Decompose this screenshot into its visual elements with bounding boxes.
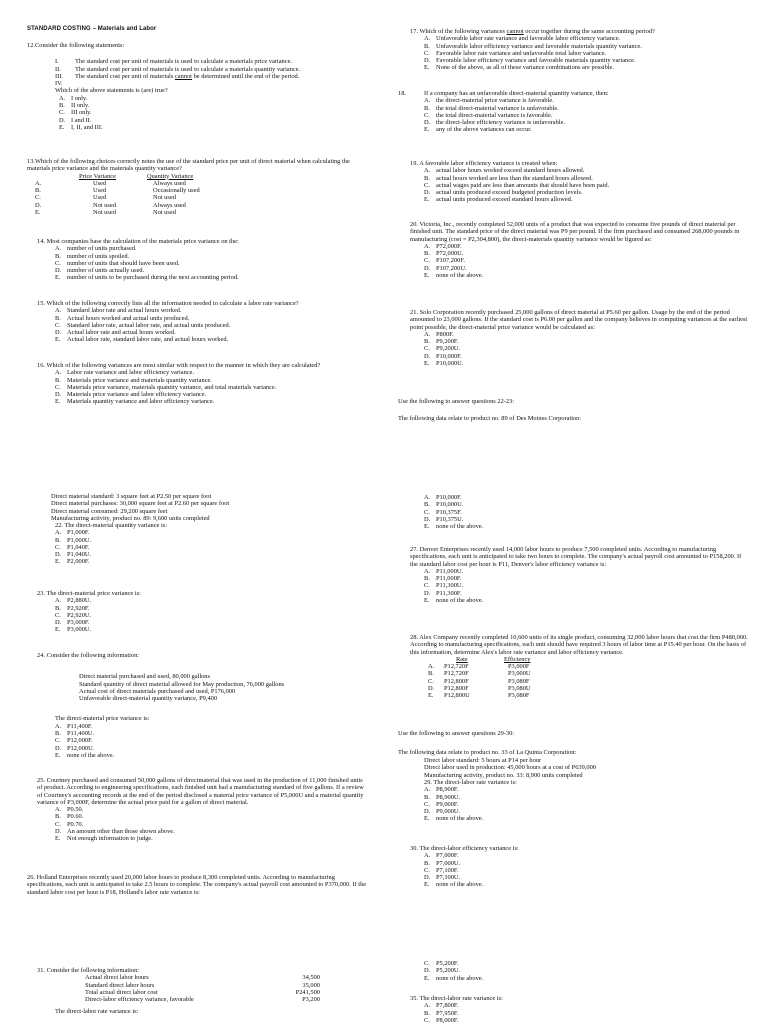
question-stem: 25. Courtney purchased and consumed 50,000 gallons of directmaterial that was used in the production of 11,000 finished units of product. According to engineering specifications, each finished unit had a manufacturing standard of five gallons. If a review of Courtney's accounting records at the end of the period disclosed a material price variance of P5,000U and a material quantity variance of P3,000F, determine the actual price paid for a gallon of direct material. — [37, 777, 364, 806]
option[interactable]: E. Materials quantity variance and labor efficiency variance. — [55, 398, 215, 406]
question-21 — [398, 309, 748, 367]
info-row: Actual direct labor hours 34,500 — [85, 974, 320, 982]
option[interactable]: A. P2,880U. — [55, 597, 92, 605]
option[interactable]: B. P7,000U. — [424, 859, 461, 867]
option[interactable]: D. the direct-labor efficiency variance is unfavorable. — [424, 119, 566, 127]
question-stem: 21. Solo Corporation recently purchased 25,000 gallons of direct material at P5.60 per gallon. Usage by the end of the period amounted to 23,000 gallons. If the standard cost is P6.00 per gallon and the company believes in computing variances at the earliest point possible, the direct-material price variance would be calculated as: — [410, 309, 748, 331]
option[interactable]: B. P0.60. — [55, 813, 84, 821]
statement-iv: IV. — [55, 80, 63, 88]
option[interactable]: E. number of units to be purchased during the next accounting period. — [55, 274, 239, 282]
option[interactable]: D. P1,040U. — [55, 551, 92, 559]
option-list — [37, 723, 372, 759]
data-line: Direct material standard: 3 square feet at P2.50 per square foot — [51, 493, 212, 500]
option[interactable]: B. Actual hours worked and actual units produced. — [55, 314, 190, 322]
question-17 — [398, 28, 748, 72]
option[interactable]: A. I only. — [59, 94, 88, 102]
question-stem: 18. If a company has an unfavorable direct-material quantity variance, then: — [398, 90, 609, 97]
option[interactable]: C. P11,300U. — [424, 582, 464, 590]
option-list — [424, 786, 748, 822]
question-22 — [27, 522, 372, 566]
info-block: Direct material purchased and used, 80,000 gallons Standard quantity of direct material allowed for May production, 76,000 gallons Actual cost of direct materials purchased and used, P176,000 Unfavorable direct-material quantity variance, P9,400 — [79, 673, 285, 703]
option[interactable]: C. III only. — [59, 109, 92, 117]
question-15 — [27, 300, 372, 344]
option-list — [410, 1002, 748, 1024]
question-stem: 27. Denver Enterprises recently used 14,000 labor hours to produce 7,500 completed units. According to manufacturing specifications, each unit is anticipated to take two hours to complete. The company's actual payroll cost amounted to P158,200. If the standard labor cost per hour is P11, Denver's labor efficiency variance is: — [410, 546, 742, 568]
info-row: Standard direct labor hours 35,000 — [85, 981, 320, 989]
question-ask: Which of the above statements is (are) true? — [55, 87, 168, 95]
right-column — [398, 0, 748, 1024]
data-intro-89: The following data relate to product no. 89 of Des Moines Corporation: — [398, 415, 582, 422]
option-list — [410, 568, 748, 604]
option-list — [410, 852, 748, 888]
option[interactable]: D. P11,300F. — [424, 589, 462, 597]
question-25 — [27, 777, 367, 843]
question-stem: 13.Which of the following choices correctly notes the use of the standard price per unit of direct material when calculating the materials price variance and the materials quantity variance? — [27, 158, 350, 173]
option[interactable]: E. none of the above. — [424, 272, 484, 280]
option[interactable]: D. P3,000F. — [55, 619, 90, 627]
option[interactable]: D. P12,000U. — [55, 744, 95, 752]
option[interactable]: B. number of units spoiled. — [55, 252, 130, 260]
option[interactable]: C. P12,000F. — [55, 737, 93, 745]
option[interactable]: C. P10,375F. — [424, 508, 462, 516]
question-stem: 31. Consider the following information: — [37, 967, 140, 974]
info-row: Total actual direct labor cost P241,500 — [85, 988, 320, 996]
option[interactable]: E. Not enough information to judge. — [55, 835, 153, 843]
option[interactable]: E. none of the above. — [424, 881, 484, 889]
option[interactable]: B. P8,900U. — [424, 793, 461, 801]
option[interactable]: A. P7,800F. — [424, 1002, 459, 1010]
info-block — [37, 974, 372, 1003]
option[interactable]: A. Labor rate variance and labor efficiency variance. — [55, 369, 195, 377]
option[interactable]: A. P7,000F. — [424, 852, 459, 860]
data-product-89 — [27, 493, 372, 522]
option[interactable]: C. P2,920U. — [55, 611, 92, 619]
option-list — [410, 167, 748, 203]
question-ask: The direct-material price variance is: — [55, 715, 150, 723]
option[interactable]: B. II only. — [59, 102, 90, 110]
data-intro-33: The following data relate to product no. 33 of La Quinta Corporation: — [398, 749, 577, 756]
option-list — [398, 97, 748, 133]
option[interactable]: E. I, II, and III. — [59, 123, 103, 131]
table-header: Price Variance Quantity Variance — [79, 172, 194, 180]
option-list — [410, 331, 748, 367]
question-16 — [27, 362, 357, 406]
option[interactable]: D. P10,375U. — [424, 515, 464, 523]
option[interactable]: C. P0.70. — [55, 820, 84, 828]
option[interactable]: C. P9,200U. — [424, 345, 461, 353]
option[interactable]: C. Standard labor rate, actual labor rate, and actual units produced. — [55, 321, 231, 329]
question-stem: 26. Holland Enterprises recently used 20,000 labor hours to produce 8,300 completed units. According to manufacturing specifications, each unit is anticipated to take 2.5 hours to complete. The company's actual payroll cost amounted to P370,000. If the standard labor cost per hour is P18, Holland's labor rate variance is: — [27, 874, 367, 896]
table-row[interactable]: B. P12,720F P3,000U — [428, 670, 531, 678]
option[interactable]: A. P11,000U. — [424, 567, 464, 575]
info-row: Direct-labor efficiency variance, favorable P3,200 — [85, 996, 320, 1004]
option[interactable]: A. P10,000F. — [424, 494, 462, 501]
option[interactable]: D. actual units produced exceed budgeted production levels. — [424, 189, 583, 197]
option-list — [37, 245, 372, 281]
option[interactable]: C. P8,000F. — [424, 1016, 459, 1024]
option[interactable]: D. Favorable labor efficiency variance and favorable materials quantity variance. — [424, 57, 636, 65]
option[interactable]: D. I and II. — [59, 116, 92, 124]
question-23 — [27, 590, 372, 634]
option-list — [410, 243, 748, 279]
option[interactable]: D. Materials price variance and labor efficiency variance. — [55, 391, 207, 399]
option[interactable]: B. actual hours worked are less than the standard hours allowed. — [424, 174, 593, 182]
option[interactable]: C. P7,100F. — [424, 866, 459, 874]
question-34-options — [398, 960, 748, 982]
table-row[interactable]: D. P12,800F P3,080U — [428, 685, 531, 693]
left-column — [27, 0, 372, 1024]
answer-table — [410, 663, 748, 699]
option[interactable]: D. An amount other than those shown above. — [55, 828, 175, 836]
question-31 — [27, 967, 372, 1016]
option[interactable]: A. the direct-material price variance is favorable. — [424, 97, 554, 105]
option[interactable]: D. P107,200U. — [424, 264, 467, 272]
option[interactable]: A. Standard labor rate and actual hours worked. — [55, 307, 182, 315]
table-row[interactable]: D. Not used Always used — [35, 201, 186, 209]
table-row[interactable]: E. P12,800U P3,080F — [428, 692, 530, 700]
option[interactable]: A. P11,400F. — [55, 722, 93, 730]
option[interactable]: B. Materials price variance and materials quantity variance. — [55, 376, 212, 384]
option-list — [424, 494, 748, 530]
table-row[interactable]: B. Used Occasionally used — [35, 187, 200, 195]
question-18 — [398, 90, 748, 134]
option[interactable]: E. none of the above. — [424, 815, 484, 823]
option[interactable]: C. actual wages paid are less than amounts that should have been paid. — [424, 181, 610, 189]
question-stem: 12.Consider the following statements: — [27, 42, 125, 49]
question-27 — [398, 546, 748, 604]
data-line: Direct labor used in production: 45,000 hours at a cost of P639,000 — [424, 764, 596, 772]
option-list — [410, 35, 748, 71]
option-list — [424, 960, 748, 982]
option[interactable]: E. P10,000U. — [424, 360, 464, 368]
option[interactable]: E. None of the above, as all of these variance combinations are possible. — [424, 64, 614, 72]
option[interactable]: D. P7,100U. — [424, 874, 461, 882]
option[interactable]: C. P107,200F. — [424, 257, 465, 265]
question-stem: 22. The direct-material quantity variance is: — [55, 522, 168, 529]
option[interactable]: B. P72,000U. — [424, 250, 464, 258]
question-26-options — [398, 494, 748, 530]
question-stem: 16. Which of the following variances are most similar with respect to the manner in which they are calculated? — [37, 362, 321, 369]
statement: II. The standard cost per unit of materials is used to calculate a materials quantity variance. — [55, 65, 301, 73]
question-stem: 29. The direct-labor rate variance is: — [424, 779, 517, 786]
table-row[interactable]: C. Used Not used — [35, 194, 176, 202]
option[interactable]: D. number of units actually used. — [55, 267, 145, 275]
option[interactable]: B. the total direct-material variance is unfavorable. — [424, 104, 559, 112]
option[interactable]: E. actual units produced exceed standard hours allowed. — [424, 196, 573, 204]
option[interactable]: B. P7,950F. — [424, 1009, 459, 1017]
option[interactable]: A. P800F. — [424, 330, 454, 338]
question-stem: 20. Victoria, Inc., recently completed 52,000 units of a product that was expected to consume five pounds of direct material per finished unit. The standard price of the direct material was P9 per pound. If the firm purchased and consumed 268,000 pounds in manufacturing (cost = P2,304,800), the direct-materials quantity variance would be figured as: — [410, 221, 740, 243]
option[interactable]: C. P5,200F. — [424, 960, 459, 967]
question-stem: 19. A favorable labor efficiency variance is created when: — [410, 160, 558, 167]
option[interactable]: A. number of units purchased. — [55, 245, 137, 253]
question-stem: 15. Which of the following correctly lists all the information needed to calculate a labor rate variance? — [37, 300, 299, 307]
page-title: STANDARD COSTING – Materials and Labor — [27, 26, 157, 32]
option[interactable]: B. P11,000F. — [424, 575, 462, 583]
answer-table — [27, 180, 372, 216]
question-stem: 14. Most companies base the calculation of the materials price variance on the: — [37, 238, 239, 245]
statement-list — [27, 58, 372, 80]
option[interactable]: E. P2,000F. — [55, 558, 90, 566]
option[interactable]: C. number of units that should have been used. — [55, 259, 180, 267]
data-line: Direct material consumed: 29,200 square feet — [51, 507, 168, 515]
question-stem: 30. The direct-labor efficiency variance is: — [410, 845, 519, 852]
data-product-33 — [398, 757, 748, 779]
option-list — [37, 597, 372, 633]
option[interactable]: C. P1,040F. — [55, 543, 90, 551]
question-19 — [398, 160, 748, 204]
question-24 — [27, 652, 372, 759]
option[interactable]: A. P1,000F. — [55, 529, 90, 537]
table-row[interactable]: E. Not used Not used — [35, 209, 176, 217]
option[interactable]: A. actual labor hours worked exceed standard hours allowed. — [424, 167, 585, 175]
option[interactable]: C. P9,000F. — [424, 800, 459, 808]
option-list — [55, 529, 372, 565]
data-line: Direct material purchases: 30,000 square feet at P2.60 per square foot — [51, 500, 230, 508]
option[interactable]: E. none of the above. — [424, 597, 484, 605]
option[interactable]: E. P3,000U. — [55, 626, 92, 634]
question-30 — [398, 845, 748, 889]
option[interactable]: A. P8,900F. — [424, 786, 459, 794]
option[interactable]: E. none of the above. — [424, 523, 484, 531]
statement: I. The standard cost per unit of materials is used to calculate a materials price variance. — [55, 58, 293, 66]
statement: III. The standard cost per unit of materials cannot be determined until the end of the period. — [55, 72, 300, 80]
table-row[interactable]: C. P12,800F P3,080F — [428, 677, 530, 685]
option[interactable]: B. Unfavorable labor efficiency variance and favorable materials quantity variance. — [424, 42, 642, 50]
question-28 — [398, 634, 748, 700]
option[interactable]: D. P5,200U. — [424, 967, 461, 975]
option-list — [27, 95, 372, 131]
option[interactable]: B. P1,000U. — [55, 536, 92, 544]
option-list — [37, 369, 357, 405]
option[interactable]: E. none of the above. — [424, 974, 484, 982]
question-26 — [27, 874, 367, 896]
question-29 — [398, 779, 748, 823]
option-list — [37, 806, 367, 842]
option[interactable]: B. P11,400U. — [55, 730, 95, 738]
option[interactable]: B. P2,920F. — [55, 604, 90, 612]
option[interactable]: E. none of the above. — [55, 751, 115, 759]
table-row[interactable]: A. Used Always used — [35, 179, 186, 187]
option-list — [37, 307, 372, 343]
question-stem: 24. Consider the following information: — [37, 652, 140, 659]
option[interactable]: C. Materials price variance, materials quantity variance, and total materials variance. — [55, 383, 277, 391]
question-ask: The direct-labor rate variance is: — [55, 1008, 139, 1016]
option[interactable]: C. the total direct-material variance is favorable. — [424, 111, 553, 119]
option[interactable]: A. Unfavorable labor rate variance and favorable labor efficiency variance. — [424, 35, 621, 43]
question-stem: 35. The direct-labor rate variance is: — [410, 995, 503, 1002]
question-stem: 17. Which of the following variances cannot occur together during the same accounting period? — [410, 28, 655, 35]
option[interactable]: B. P9,200F. — [424, 338, 459, 346]
question-20 — [398, 221, 748, 279]
option[interactable]: A. P0.50. — [55, 806, 84, 814]
question-13 — [27, 158, 372, 216]
data-line: Manufacturing activity, product no. 89: 9,600 units completed — [51, 514, 210, 522]
data-line: Manufacturing activity, product no. 33: 8,900 units completed — [424, 771, 583, 779]
question-stem: 23. The direct-material price variance is: — [37, 590, 141, 597]
question-14 — [27, 238, 372, 282]
option[interactable]: D. P10,000F. — [424, 352, 462, 360]
use-note-29-30: Use the following to answer questions 29-30: — [398, 730, 515, 737]
option[interactable]: C. Favorable labor rate variance and unfavorable total labor variance. — [424, 49, 607, 57]
data-line: Direct labor standard: 5 hours at P14 per hour — [424, 757, 542, 764]
option[interactable]: A. P72,000F. — [424, 242, 462, 250]
question-12 — [27, 42, 372, 131]
option[interactable]: E. any of the above variances can occur. — [424, 126, 532, 134]
option[interactable]: B. P10,000U. — [424, 501, 464, 509]
question-35 — [398, 995, 748, 1024]
question-stem: 28. Alex Company recently completed 10,600 units of its single product, consuming 32,000 labor hours that cost the firm P480,000. According to manufacturing specifications, each unit should have required 3 hours of labor time at P15.40 per hour. On the basis of this information, determine Alex's labor rate variance and labor efficiency variance. — [410, 634, 748, 656]
option[interactable]: D. Actual labor rate and actual hours worked. — [55, 329, 176, 337]
table-row[interactable]: A. P12,720F P3,000F — [428, 663, 530, 671]
table-header: Rate Efficiency — [456, 655, 531, 663]
use-note-22-23: Use the following to answer questions 22-23: — [398, 398, 515, 405]
option[interactable]: E. Actual labor rate, standard labor rate, and actual hours worked. — [55, 336, 229, 344]
option[interactable]: D. P9,000U. — [424, 808, 461, 816]
